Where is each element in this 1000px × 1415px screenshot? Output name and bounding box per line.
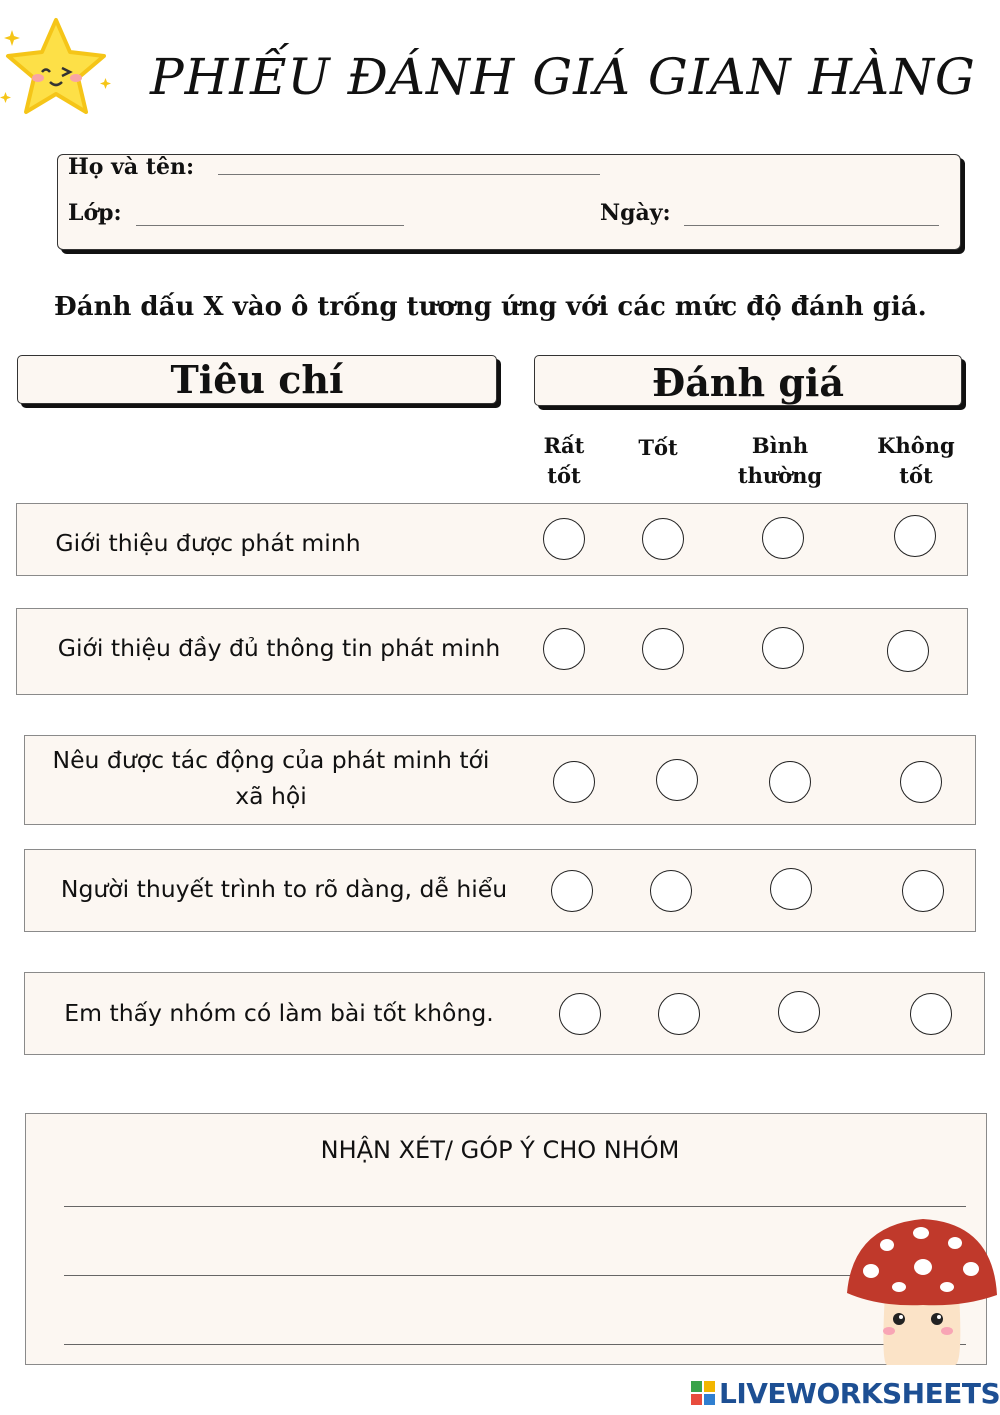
- rating-option-not-good[interactable]: [900, 761, 942, 803]
- rating-option-not-good[interactable]: [902, 870, 944, 912]
- criteria-label: Giới thiệu được phát minh: [55, 529, 361, 557]
- rating-option-good[interactable]: [650, 870, 692, 912]
- rating-option-normal[interactable]: [778, 991, 820, 1033]
- comment-line-1[interactable]: [64, 1206, 966, 1207]
- comment-title: NHẬN XÉT/ GÓP Ý CHO NHÓM: [320, 1136, 680, 1164]
- rating-option-normal[interactable]: [770, 868, 812, 910]
- rating-option-not-good[interactable]: [894, 515, 936, 557]
- criteria-label: Giới thiệu đầy đủ thông tin phát minh: [57, 634, 501, 662]
- mushroom-mascot-icon: [843, 1213, 999, 1373]
- rating-option-very-good[interactable]: [551, 870, 593, 912]
- rating-option-good[interactable]: [658, 993, 700, 1035]
- star-mascot-icon: [0, 12, 112, 120]
- rating-header: [534, 355, 962, 406]
- rating-option-good[interactable]: [656, 759, 698, 801]
- rating-option-not-good[interactable]: [887, 630, 929, 672]
- class-field[interactable]: [136, 225, 404, 226]
- page-title: PHIẾU ĐÁNH GIÁ GIAN HÀNG: [150, 48, 976, 106]
- class-label: Lớp:: [68, 200, 122, 226]
- liveworksheets-logo-icon: [690, 1380, 716, 1406]
- rating-option-very-good[interactable]: [543, 628, 585, 670]
- rating-option-not-good[interactable]: [910, 993, 952, 1035]
- date-field[interactable]: [684, 225, 939, 226]
- rating-option-good[interactable]: [642, 518, 684, 560]
- instruction-text: Đánh dấu X vào ô trống tương ứng với các mức độ đánh giá.: [54, 292, 927, 322]
- level-header-good: Tốt: [638, 435, 678, 460]
- level-header-very-good: Rất tốt: [543, 433, 585, 488]
- name-field[interactable]: [218, 174, 600, 175]
- rating-option-normal[interactable]: [769, 761, 811, 803]
- criteria-header-label: Tiêu chí: [170, 357, 344, 402]
- level-header-not-good: Không tốt: [877, 433, 955, 488]
- date-label: Ngày:: [600, 200, 671, 226]
- rating-option-normal[interactable]: [762, 517, 804, 559]
- criteria-header: [17, 355, 497, 404]
- comment-line-3[interactable]: [64, 1344, 966, 1345]
- rating-option-very-good[interactable]: [553, 761, 595, 803]
- brand-name: LIVEWORKSHEETS: [719, 1376, 1000, 1410]
- rating-option-good[interactable]: [642, 628, 684, 670]
- rating-header-label: Đánh giá: [652, 360, 844, 405]
- rating-option-very-good[interactable]: [559, 993, 601, 1035]
- criteria-label: Người thuyết trình to rõ dàng, dễ hiểu: [60, 875, 508, 903]
- name-label: Họ và tên:: [68, 154, 195, 180]
- level-header-normal: Bình thường: [737, 433, 823, 488]
- rating-option-very-good[interactable]: [543, 518, 585, 560]
- criteria-label: Em thấy nhóm có làm bài tốt không.: [64, 999, 494, 1027]
- criteria-label: Nêu được tác động của phát minh tới xã hội: [52, 746, 490, 810]
- brand-watermark: [690, 1375, 1000, 1411]
- rating-option-normal[interactable]: [762, 627, 804, 669]
- comment-line-2[interactable]: [64, 1275, 966, 1276]
